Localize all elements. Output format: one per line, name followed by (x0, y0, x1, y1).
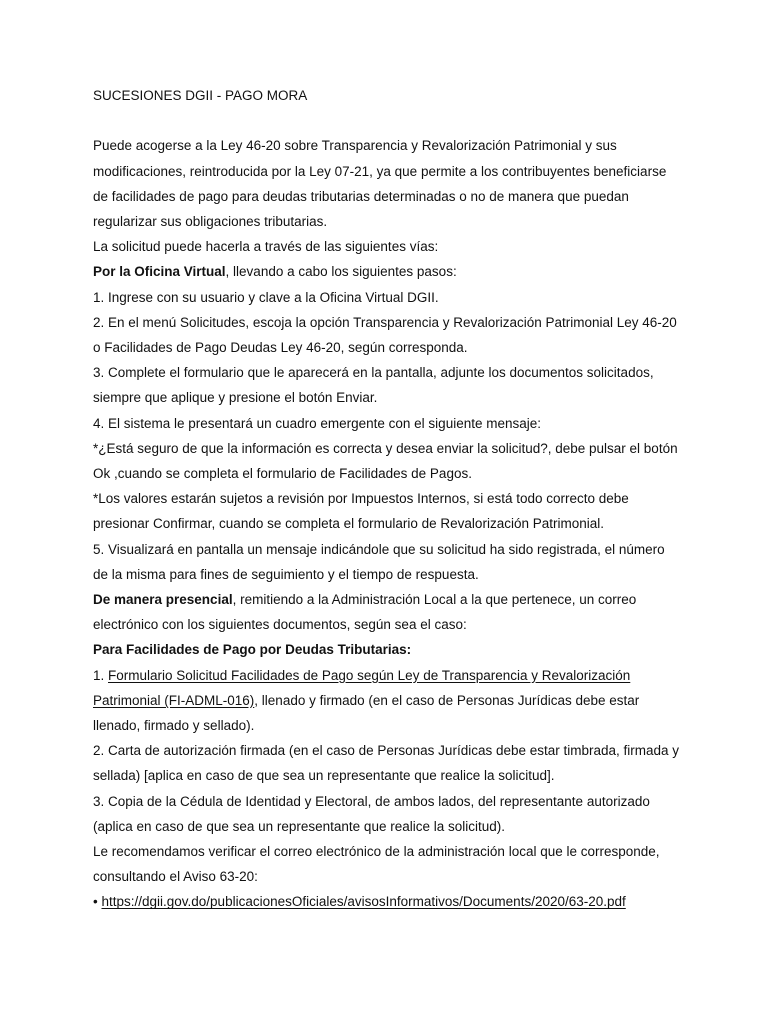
virtual-step-1: 1. Ingrese con su usuario y clave a la Oficina Virtual DGII. (93, 289, 439, 305)
vias-intro: La solicitud puede hacerla a través de las siguientes vías: (93, 239, 439, 255)
facilidades-item-1 (93, 663, 683, 739)
virtual-step-2: 2. En el menú Solicitudes, escoja la opción Transparencia y Revalorización Patrimonial Ley 46-20 o Facilidades de Pago Deudas Ley 46-20, según corresponda. (93, 314, 677, 356)
virtual-note-confirmar: *Los valores estarán sujetos a revisión por Impuestos Internos, si está todo correcto debe presionar Confirmar, cuando se completa el formulario de Revalorización Patrimonial. (93, 491, 629, 532)
facilidades-item-1-prefix: 1. (93, 667, 109, 683)
spacer (93, 108, 683, 133)
intro-paragraph: Puede acogerse a la Ley 46-20 sobre Transparencia y Revalorización Patrimonial y sus modificaciones, reintroducida por la Ley 07-21, ya que permite a los contribuyentes beneficiarse de facilidades de pago para deudas tributarias determinadas o no de manera que puedan regularizar sus obligaciones tributarias. (93, 138, 667, 229)
facilidades-item-2: 2. Carta de autorización firmada (en el caso de Personas Jurídicas debe estar timbrada, firmada y sellada) [aplica en caso de que sea un representante que realice la solicitud]. (93, 743, 680, 784)
aviso-63-20-link[interactable]: https://dgii.gov.do/publicacionesOficiales/avisosInformativos/Documents/2020/63-20.pdf (101, 894, 626, 910)
virtual-heading: Por la Oficina Virtual (93, 264, 226, 280)
virtual-step-5: 5. Visualizará en pantalla un mensaje indicándole que su solicitud ha sido registrada, el número de la misma para fines de seguimiento y el tiempo de respuesta. (93, 541, 665, 582)
virtual-note-ok: *¿Está seguro de que la información es correcta y desea enviar la solicitud?, debe pulsar el botón Ok ,cuando se completa el formulario de Facilidades de Pagos. (93, 440, 678, 482)
facilidades-heading (93, 637, 683, 662)
presencial-heading-rest: , remitiendo a la Administración Local a la que pertenece, un correo electrónico con los siguientes documentos, según sea el caso: (93, 592, 637, 633)
document-title: SUCESIONES DGII - PAGO MORA (93, 88, 308, 103)
recommend-paragraph: Le recomendamos verificar el correo electrónico de la administración local que le corresponde, consultando el Aviso 63-20: (93, 844, 660, 885)
virtual-heading-line (93, 259, 683, 284)
presencial-heading-line (93, 587, 683, 637)
aviso-line (93, 889, 683, 914)
document-page (93, 83, 683, 915)
virtual-step-4: 4. El sistema le presentará un cuadro emergente con el siguiente mensaje: (93, 415, 542, 431)
virtual-heading-rest: , llevando a cabo los siguientes pasos: (225, 264, 457, 280)
formulario-fi-adml-016-link[interactable]: Formulario Solicitud Facilidades de Pago según Ley de Transparencia y Revalorización Patrimonial (FI-ADML-016) (93, 667, 631, 708)
virtual-step-3: 3. Complete el formulario que le aparecerá en la pantalla, adjunte los documentos solicitados, siempre que aplique y presione el botón Enviar. (93, 365, 654, 406)
facilidades-item-1-rest: , llenado y firmado (en el caso de Personas Jurídicas debe estar llenado, firmado y sellado). (93, 692, 640, 734)
facilidades-item-3: 3. Copia de la Cédula de Identidad y Electoral, de ambos lados, del representante autorizado (aplica en caso de que sea un representante que realice la solicitud). (93, 793, 650, 834)
facilidades-heading-text: Para Facilidades de Pago por Deudas Tributarias: (93, 642, 412, 658)
presencial-heading: De manera presencial (93, 592, 233, 608)
bullet: • (93, 894, 102, 910)
